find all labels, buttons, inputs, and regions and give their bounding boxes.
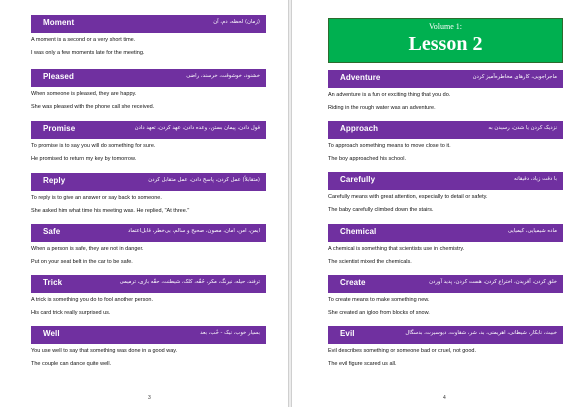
vocab-word: Approach xyxy=(340,124,379,133)
lesson-title-box xyxy=(328,18,563,63)
example-sentence: Riding in the rough water was an adventure. xyxy=(328,105,436,111)
page-number: 4 xyxy=(443,395,446,401)
word-header-bar xyxy=(328,224,563,242)
persian-translation: ماجراجویی، کارهای مخاطره‌آمیز کردن xyxy=(472,74,557,80)
vocab-word: Moment xyxy=(43,18,75,27)
persian-translation: خبیث، نابکار، شیطانی، اهریمنی، بد، شر، شقاوت، دیوسیرت، بدسگال xyxy=(405,330,557,336)
vocab-entry-trick xyxy=(31,275,266,319)
example-sentence: The evil figure scared us all. xyxy=(328,361,397,367)
definition-sentence: Evil describes something or someone bad or cruel, not good. xyxy=(328,348,476,354)
vocab-word: Chemical xyxy=(340,227,377,236)
vocab-word: Carefully xyxy=(340,175,376,184)
word-header-bar xyxy=(328,275,563,293)
vocab-entry-reply xyxy=(31,173,266,217)
persian-translation: خشنود، خوشوقت، خرسند، راضی xyxy=(186,73,260,79)
word-header-bar xyxy=(328,326,563,344)
vocab-entry-evil xyxy=(328,326,563,370)
vocab-word: Promise xyxy=(43,124,76,133)
persian-translation: ماده شیمیایی، کیمیایی xyxy=(507,228,557,234)
vocab-word: Create xyxy=(340,278,366,287)
vocab-entry-pleased xyxy=(31,69,266,113)
example-sentence: The boy approached his school. xyxy=(328,156,406,162)
persian-translation: (زمان) لحظه، دم، آن xyxy=(213,19,260,25)
vocab-word: Pleased xyxy=(43,72,74,81)
vocab-word: Adventure xyxy=(340,73,381,82)
vocab-entry-approach xyxy=(328,121,563,165)
vocab-entry-moment xyxy=(31,15,266,59)
vocab-word: Safe xyxy=(43,227,61,236)
definition-sentence: To approach something means to move close to it. xyxy=(328,143,451,149)
definition-sentence: Carefully means with great attention, especially to detail or safety. xyxy=(328,194,488,200)
definition-sentence: When someone is pleased, they are happy. xyxy=(31,91,137,97)
definition-sentence: To create means to make something new. xyxy=(328,297,430,303)
definition-sentence: To promise is to say you will do something for sure. xyxy=(31,143,156,149)
definition-sentence: You use well to say that something was done in a good way. xyxy=(31,348,178,354)
vocab-entry-chemical xyxy=(328,224,563,268)
vocab-entry-adventure xyxy=(328,70,563,114)
definition-sentence: An adventure is a fun or exciting thing that you do. xyxy=(328,92,451,98)
example-sentence: I was only a few moments late for the meeting. xyxy=(31,50,145,56)
example-sentence: The couple can dance quite well. xyxy=(31,361,112,367)
word-header-bar xyxy=(31,121,266,139)
word-header-bar xyxy=(31,275,266,293)
persian-translation: (متقابلاً) عمل کردن، پاسخ دادن، عمل متقابل کردن xyxy=(148,177,260,183)
word-header-bar xyxy=(328,121,563,139)
vocab-entry-promise xyxy=(31,121,266,165)
word-header-bar xyxy=(328,172,563,190)
example-sentence: She asked him what time his meeting was. He replied, "At three." xyxy=(31,208,190,214)
persian-translation: خلق کردن، آفریدن، اختراع کردن، هست کردن، پدید آوردن xyxy=(429,279,557,285)
word-header-bar xyxy=(31,15,266,33)
persian-translation: با دقت زیاد، دقیقانه xyxy=(513,176,557,182)
example-sentence: His card trick really surprised us. xyxy=(31,310,111,316)
left-page xyxy=(0,0,289,407)
definition-sentence: A chemical is something that scientists use in chemistry. xyxy=(328,246,465,252)
vocab-word: Reply xyxy=(43,176,66,185)
example-sentence: She was pleased with the phone call she received. xyxy=(31,104,155,110)
vocab-word: Evil xyxy=(340,329,355,338)
persian-translation: نزدیک کردن یا شدن، رسیدن به xyxy=(488,125,557,131)
persian-translation: بسیار خوب، نیک - خُب، بعد xyxy=(200,330,260,336)
word-header-bar xyxy=(31,326,266,344)
volume-label: Volume 1: xyxy=(429,22,462,31)
persian-translation: قول دادن، پیمان بستن، وعده دادن، عهد کردن، تعهد دادن xyxy=(134,125,260,131)
word-header-bar xyxy=(31,224,266,242)
word-header-bar xyxy=(328,70,563,88)
vocab-word: Trick xyxy=(43,278,63,287)
definition-sentence: A trick is something you do to fool another person. xyxy=(31,297,153,303)
persian-translation: ایمن، امن، امان، مصون، صحیح و سالم، بی‌خطر، قابل‌اعتماد xyxy=(128,228,260,234)
word-header-bar xyxy=(31,173,266,191)
definition-sentence: A moment is a second or a very short time. xyxy=(31,37,136,43)
lesson-title: Lesson 2 xyxy=(408,33,483,55)
definition-sentence: When a person is safe, they are not in danger. xyxy=(31,246,144,252)
example-sentence: The baby carefully climbed down the stairs. xyxy=(328,207,434,213)
example-sentence: The scientist mixed the chemicals. xyxy=(328,259,412,265)
definition-sentence: To reply is to give an answer or say back to someone. xyxy=(31,195,162,201)
example-sentence: He promised to return my key by tomorrow. xyxy=(31,156,137,162)
persian-translation: ترفند، حیله، نیرنگ، مکر، حُقّه، کلک، شیطنت، حقّه بازی، ترمیمی xyxy=(119,279,260,285)
right-page xyxy=(292,0,584,407)
page-number: 3 xyxy=(148,395,151,401)
vocab-entry-create xyxy=(328,275,563,319)
vocab-entry-carefully xyxy=(328,172,563,216)
word-header-bar xyxy=(31,69,266,87)
example-sentence: She created an igloo from blocks of snow. xyxy=(328,310,430,316)
vocab-entry-well xyxy=(31,326,266,370)
vocab-word: Well xyxy=(43,329,60,338)
vocab-entry-safe xyxy=(31,224,266,268)
example-sentence: Put on your seat belt in the car to be safe. xyxy=(31,259,133,265)
